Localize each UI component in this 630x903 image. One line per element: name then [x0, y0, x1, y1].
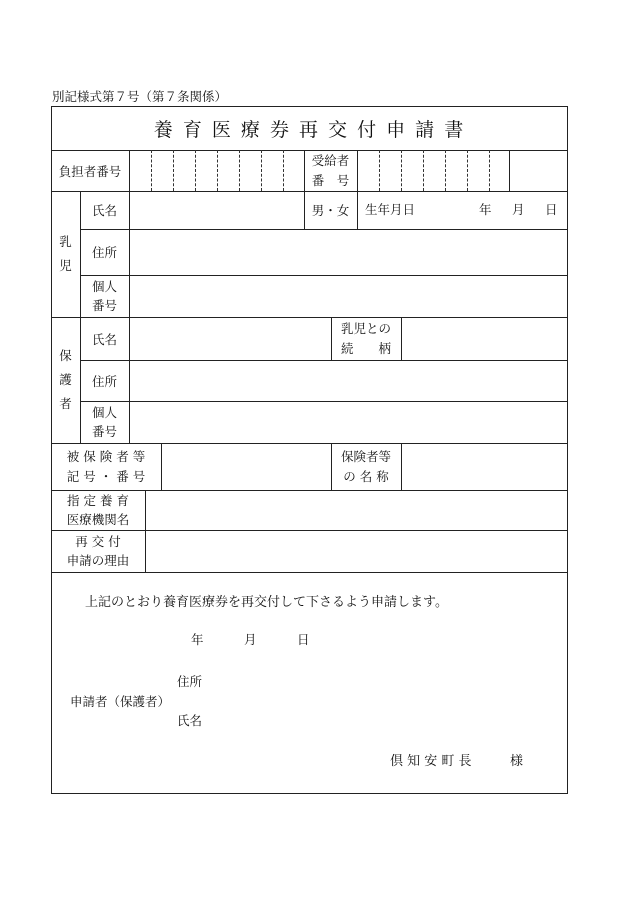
- recipient-number-input[interactable]: [358, 151, 509, 191]
- application-date-input[interactable]: [150, 628, 320, 650]
- infant-group-label: 乳 児: [59, 234, 72, 273]
- applicant-name-input[interactable]: [210, 709, 550, 731]
- rule: [51, 572, 568, 573]
- insurer-name-label: [331, 443, 401, 490]
- infant-address-label: 住所: [91, 245, 117, 260]
- reissue-line1: 再 交 付: [75, 533, 121, 549]
- guardian-address-label: 住所: [91, 373, 117, 389]
- honorific: 様: [510, 754, 524, 769]
- reissue-reason-input[interactable]: [146, 531, 568, 572]
- guardian-name-input[interactable]: [130, 318, 331, 360]
- recipient-label-line2: 番 号: [311, 172, 350, 188]
- designated-line1: 指 定 養 育: [67, 492, 129, 508]
- insured-number-input[interactable]: [162, 444, 331, 490]
- infant-address-input[interactable]: [130, 230, 568, 275]
- infant-id-line2: 番号: [91, 298, 117, 313]
- applicant-label: 申請者（保護者）: [70, 694, 171, 709]
- birth-day-unit: 日: [545, 202, 558, 217]
- relationship-input[interactable]: [402, 318, 568, 360]
- rule: [357, 191, 358, 229]
- declaration-statement: 上記のとおり養育医療券を再交付して下さるよう申請します。: [85, 595, 448, 610]
- applicant-name-label: 氏名: [177, 713, 203, 728]
- guardian-id-input[interactable]: [130, 402, 568, 443]
- insurer-line2: の 名 称: [343, 468, 389, 484]
- infant-name-input[interactable]: [130, 192, 304, 229]
- relationship-line1: 乳児との: [340, 321, 391, 337]
- designated-institution-input[interactable]: [146, 491, 568, 530]
- infant-id-input[interactable]: [130, 276, 568, 317]
- infant-gender-selector[interactable]: 男・女: [311, 203, 350, 218]
- application-year-unit: 年: [191, 632, 204, 647]
- guardian-id-label: [80, 401, 129, 443]
- insurer-name-input[interactable]: [402, 444, 568, 490]
- birthdate-label: 生年月日: [365, 202, 416, 217]
- form-number-note: 別記様式第７号（第７条関係）: [52, 89, 228, 104]
- applicant-address-input[interactable]: [210, 670, 550, 692]
- birth-year-unit: 年: [479, 202, 492, 217]
- designated-line2: 医療機関名: [66, 512, 130, 527]
- insured-line1: 被 保 険 者 等: [66, 449, 146, 465]
- birth-month-unit: 月: [512, 202, 525, 217]
- insured-number-label: [51, 443, 161, 490]
- form-title: 養 育 医 療 券 再 交 付 申 請 書: [153, 118, 466, 141]
- relationship-line2: 続 柄: [340, 340, 391, 356]
- relationship-label: [331, 317, 401, 360]
- infant-id-line1: 個人: [91, 278, 117, 294]
- burden-number-input[interactable]: [130, 151, 304, 191]
- burden-number-label: 負担者番号: [58, 163, 122, 179]
- designated-institution-label: [51, 490, 145, 530]
- guardian-address-input[interactable]: [130, 361, 568, 401]
- applicant-address-label: 住所: [177, 674, 203, 689]
- rule: [509, 150, 510, 191]
- reissue-line2: 申請の理由: [66, 553, 130, 568]
- insurer-line1: 保険者等: [340, 449, 391, 465]
- guardian-id-line2: 番号: [91, 424, 117, 439]
- infant-name-label: 氏名: [91, 203, 117, 218]
- addressee: 倶 知 安 町 長: [390, 754, 472, 769]
- guardian-name-label: 氏名: [91, 331, 117, 347]
- reissue-reason-label: [51, 530, 145, 572]
- insured-line2: 記 号 ・ 番 号: [66, 468, 146, 484]
- application-month-unit: 月: [244, 632, 257, 647]
- recipient-label-line1: 受給者: [311, 153, 350, 169]
- application-day-unit: 日: [297, 632, 310, 647]
- infant-id-label: [80, 275, 129, 317]
- guardian-id-line1: 個人: [91, 404, 117, 420]
- recipient-number-label: [304, 150, 357, 191]
- guardian-group-label: 保 護 者: [59, 348, 72, 411]
